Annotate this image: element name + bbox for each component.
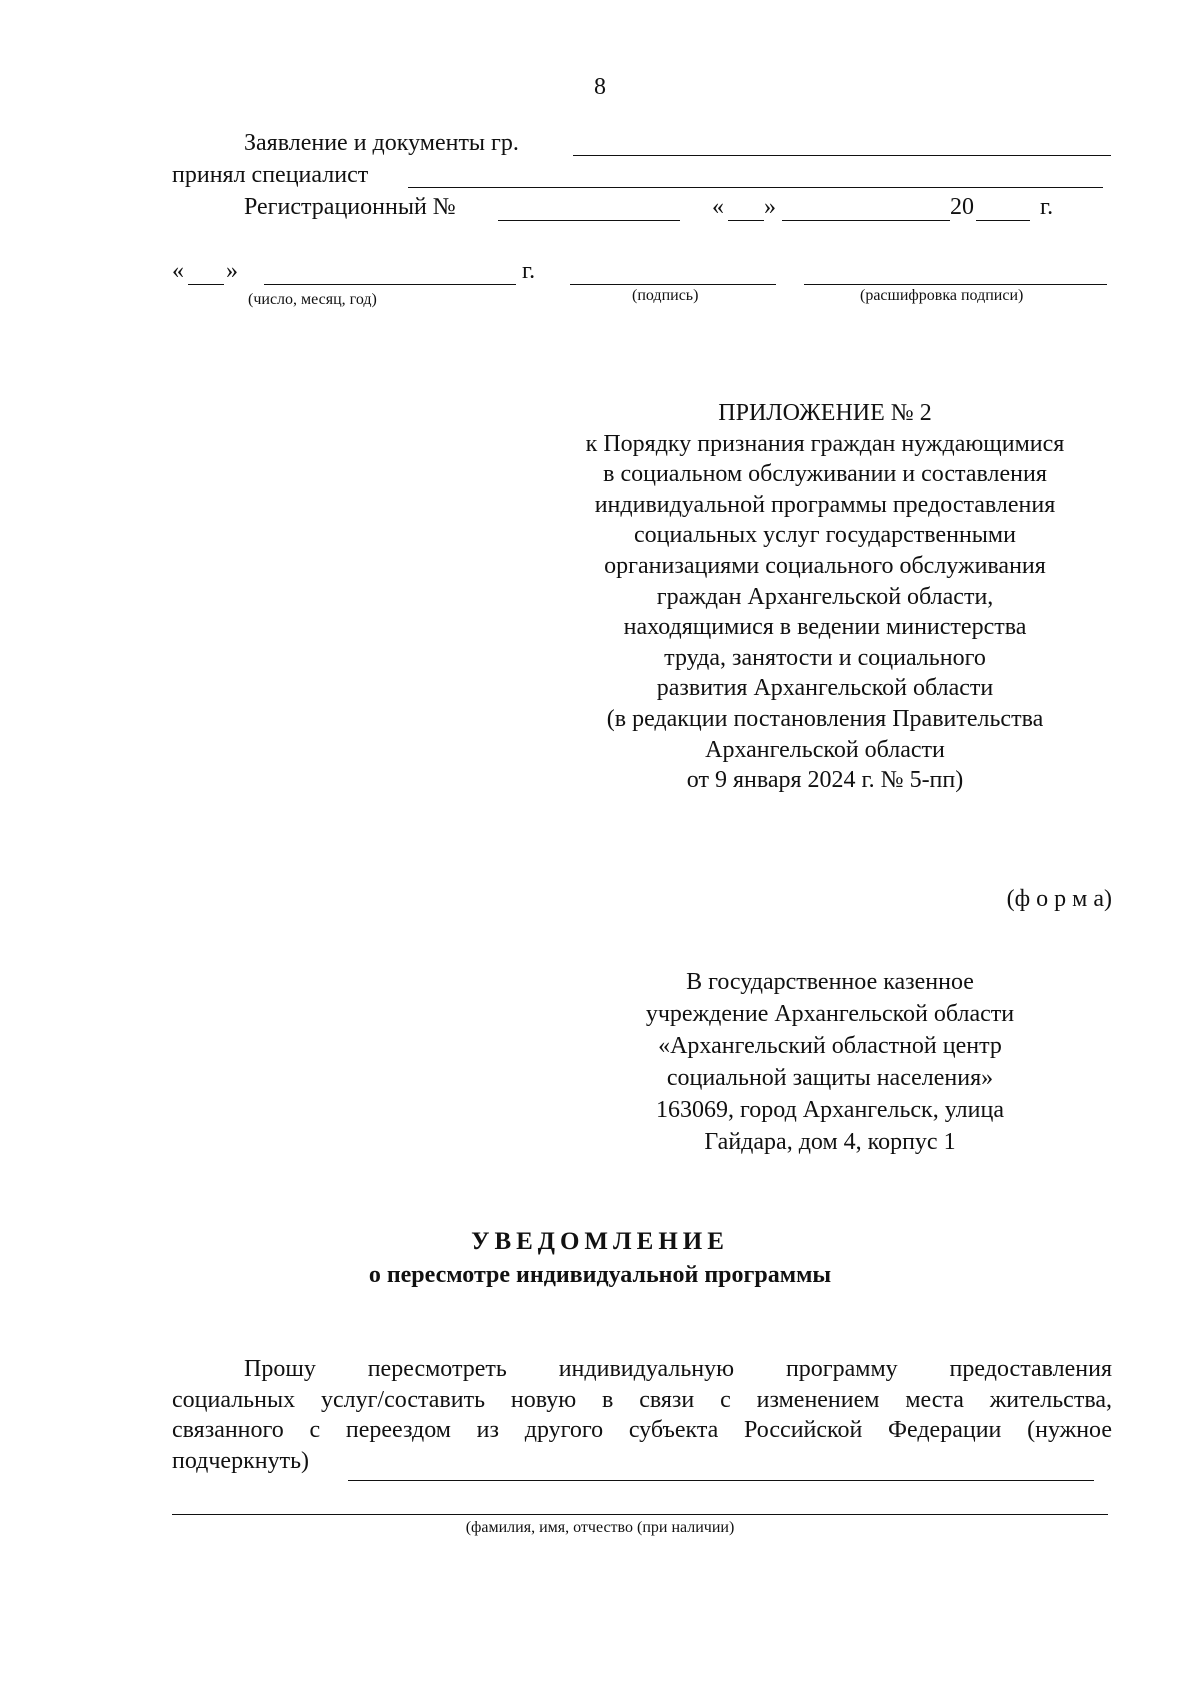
appendix-line: развития Архангельской области <box>656 675 994 702</box>
citizen-name-blank-line <box>573 155 1111 156</box>
applicant-name-blank-line <box>348 1480 1094 1481</box>
request-line-2: социальных услуг/составить новую в связи с изменением места жительства, <box>172 1386 1112 1413</box>
appendix-line: в социальном обслуживании и составления <box>603 461 1047 488</box>
appendix-line: организациями социального обслуживания <box>604 552 1046 579</box>
signature-decoding-blank-line <box>804 284 1107 285</box>
registration-quote-close: » <box>764 194 776 220</box>
page-number: 8 <box>594 74 606 100</box>
appendix-line: ПРИЛОЖЕНИЕ № 2 <box>718 400 932 426</box>
addressee-line: В государственное казенное <box>686 969 974 995</box>
registration-year-suffix: г. <box>1040 194 1054 220</box>
registration-quote-open: « <box>712 194 724 220</box>
signature-day-blank-line <box>188 284 224 285</box>
addressee-line: Гайдара, дом 4, корпус 1 <box>704 1129 956 1155</box>
signature-caption: (подпись) <box>632 287 699 304</box>
appendix-line: социальных услуг государственными <box>634 522 1016 549</box>
notice-subtitle: о пересмотре индивидуальной программы <box>368 1262 832 1288</box>
signature-blank-line <box>570 284 776 285</box>
appendix-line: от 9 января 2024 г. № 5-пп) <box>686 767 964 794</box>
appendix-line: к Порядку признания граждан нуждающимися <box>585 430 1065 457</box>
request-line-3: связанного с переездом из другого субъекта Российской Федерации (нужное <box>172 1417 1112 1443</box>
request-line-1: Прошу пересмотреть индивидуальную программу предоставления <box>244 1356 1112 1382</box>
addressee-line: 163069, город Архангельск, улица <box>656 1097 1004 1123</box>
addressee-block <box>620 966 1040 1158</box>
appendix-line: труда, занятости и социального <box>664 644 986 671</box>
registration-number-blank-line <box>498 220 680 221</box>
appendix-line: находящимися в ведении министерства <box>623 614 1027 641</box>
notice-title: УВЕДОМЛЕНИЕ <box>471 1228 729 1255</box>
applicant-name-blank-line-2 <box>172 1514 1108 1515</box>
signature-date-blank-line <box>264 284 516 285</box>
appendix-line: граждан Архангельской области, <box>656 583 994 610</box>
signature-date-quote-close: » <box>226 258 238 284</box>
signature-year-suffix: г. <box>522 258 536 284</box>
registration-year-prefix: 20 <box>950 194 974 220</box>
registration-month-blank-line <box>782 220 950 221</box>
addressee-line: социальной защиты населения» <box>666 1065 994 1091</box>
registration-day-blank-line <box>728 220 764 221</box>
specialist-label: принял специалист <box>172 162 369 188</box>
appendix-line: индивидуальной программы предоставления <box>594 491 1056 518</box>
documents-received-label: Заявление и документы гр. <box>244 130 519 156</box>
signature-decoding-caption: (расшифровка подписи) <box>860 287 1024 304</box>
appendix-line: (в редакции постановления Правительства <box>606 705 1044 732</box>
fio-caption: (фамилия, имя, отчество (при наличии) <box>465 1519 735 1536</box>
appendix-header <box>500 398 1150 796</box>
registration-number-label: Регистрационный № <box>244 194 456 220</box>
specialist-blank-line <box>408 187 1103 188</box>
addressee-line: учреждение Архангельской области <box>645 1001 1015 1027</box>
registration-year-blank-line <box>976 220 1030 221</box>
request-line-4: подчеркнуть) <box>172 1447 310 1474</box>
appendix-line: Архангельской области <box>705 736 945 763</box>
date-caption: (число, месяц, год) <box>248 291 377 308</box>
addressee-line: «Архангельский областной центр <box>658 1033 1002 1059</box>
signature-date-quote-open: « <box>172 258 184 284</box>
request-paragraph <box>172 1354 1112 1476</box>
form-label: (ф о р м а) <box>1006 886 1112 912</box>
